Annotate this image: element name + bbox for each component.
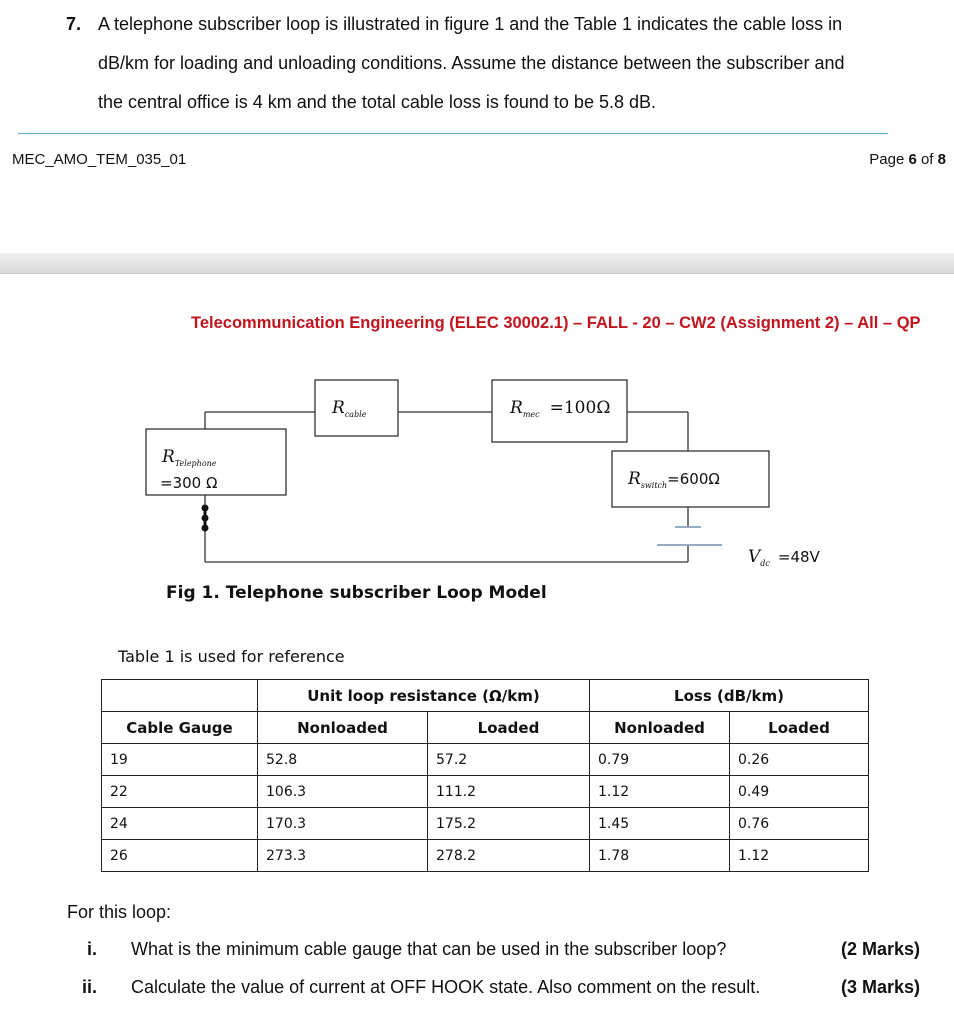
figure-caption: Fig 1. Telephone subscriber Loop Model [166,583,547,603]
sub-question-1-number: i. [87,939,98,959]
page-header-title: Telecommunication Engineering (ELEC 30002.1) – FALL - 20 – CW2 (Assignment 2) – All – QP [191,314,921,332]
sub-question-1-marks: (2 Marks) [840,939,920,959]
cell-res-loaded: 57.2 [428,744,590,776]
cell-loss-loaded: 0.76 [730,808,869,840]
table-reference-note: Table 1 is used for reference [118,647,345,666]
page-current: 6 [908,151,917,168]
cell-res-loaded: 175.2 [428,808,590,840]
table-corner-cell [102,680,258,712]
cell-gauge: 24 [102,808,258,840]
cell-loss-nonloaded: 1.45 [590,808,730,840]
cable-resistor-label: $R_{cable}$ [332,398,367,419]
document-code: MEC_AMO_TEM_035_01 [12,151,187,168]
battery-icon [657,527,722,545]
cell-loss-nonloaded: 1.12 [590,776,730,808]
mec-resistor-label: $R_{mec} =100\Omega$ [510,398,611,419]
telephone-resistor-value: =300 Ω [160,474,218,492]
column-header-loss-nonloaded: Nonloaded [590,712,730,744]
hook-switch-icon [202,505,209,532]
cable-resistor-box [315,380,398,436]
cell-loss-nonloaded: 1.78 [590,840,730,872]
table-row [102,808,869,840]
sub-questions-intro: For this loop: [67,902,172,922]
question-number: 7. [66,14,82,34]
cell-loss-loaded: 0.26 [730,744,869,776]
group-header-loss: Loss (dB/km) [590,680,869,712]
cell-res-nonloaded: 170.3 [258,808,428,840]
cell-loss-loaded: 0.49 [730,776,869,808]
group-header-resistance: Unit loop resistance (Ω/km) [258,680,590,712]
table-row [102,776,869,808]
cell-res-loaded: 278.2 [428,840,590,872]
supply-voltage-label: $V_{dc} =48V$ [748,547,820,568]
table-group-header-row [102,680,869,712]
question-text-line-1: A telephone subscriber loop is illustrated in figure 1 and the Table 1 indicates the cable loss in [98,14,843,34]
cell-res-nonloaded: 273.3 [258,840,428,872]
column-header-res-loaded: Loaded [428,712,590,744]
cell-res-loaded: 111.2 [428,776,590,808]
question-text-line-3: the central office is 4 km and the total cable loss is found to be 5.8 dB. [98,92,656,112]
telephone-resistor-label: $R_{Telephone}$ [162,447,217,468]
footer-divider [18,133,888,134]
sub-question-1-text: What is the minimum cable gauge that can be used in the subscriber loop? [131,939,727,959]
column-header-loss-loaded: Loaded [730,712,869,744]
sub-question-2-marks: (3 Marks) [840,977,920,997]
page-break [0,253,954,274]
page-total: 8 [937,151,946,168]
column-header-gauge: Cable Gauge [102,712,258,744]
cell-gauge: 19 [102,744,258,776]
page-number: Page 6 of 8 [869,151,946,168]
cell-loss-loaded: 1.12 [730,840,869,872]
cell-loss-nonloaded: 0.79 [590,744,730,776]
table-row [102,840,869,872]
question-text-line-2: dB/km for loading and unloading conditions. Assume the distance between the subscriber and [98,53,845,73]
cell-res-nonloaded: 52.8 [258,744,428,776]
column-header-res-nonloaded: Nonloaded [258,712,428,744]
sub-question-2-text: Calculate the value of current at OFF HOOK state. Also comment on the result. [131,977,761,997]
table-column-header-row [102,712,869,744]
table-row [102,744,869,776]
switch-resistor-label: $R_{switch}=600\Omega$ [628,469,720,490]
cell-gauge: 22 [102,776,258,808]
telephone-loop-diagram [0,370,954,580]
cell-res-nonloaded: 106.3 [258,776,428,808]
cell-gauge: 26 [102,840,258,872]
cable-loss-table [101,679,869,872]
sub-question-2-number: ii. [82,977,98,997]
